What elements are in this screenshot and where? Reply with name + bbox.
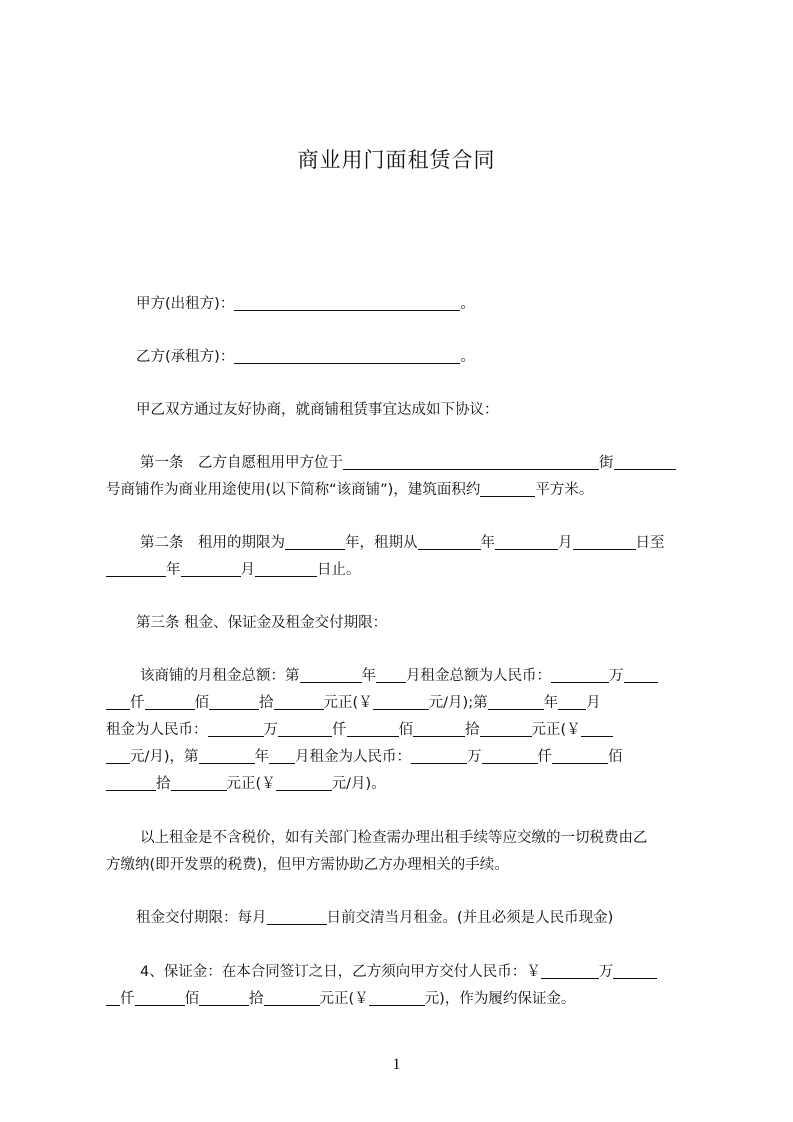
rent-text: 万 [609,668,624,684]
rent-text: 仟 [332,722,347,738]
deposit-line-2 [106,987,706,1008]
blank [106,561,166,577]
rent-text: 万 [263,722,278,738]
rent-line-5 [106,772,706,793]
party-a-blank [234,295,460,311]
blank [376,667,406,683]
rent-text: 拾 [156,776,171,792]
rent-text: 租金为人民币： [106,722,208,738]
intro-paragraph: 甲乙双方通过友好协商，就商铺租赁事宜达成如下协议： [136,402,499,418]
deposit-text: 元)，作为履约保证金。 [424,991,576,1007]
rent-text: 年 [543,695,559,711]
blank [278,721,332,737]
blank [413,721,465,737]
blank [614,454,676,470]
blank [276,775,332,791]
article-1-text: 平方米。 [535,482,594,498]
blank [106,990,120,1006]
rent-text: 元/月)，第 [130,749,199,765]
blank [199,990,249,1006]
party-b-end: 。 [460,349,475,365]
party-a-line [136,292,736,313]
rent-text: 元/月);第 [428,695,488,711]
blank [181,561,241,577]
blank [551,667,609,683]
rent-text: 元正(￥ [531,722,581,738]
rent-text: 该商铺的月租金总额：第 [140,668,300,684]
article-2-text: 年 [166,562,181,578]
rent-text: 月租金总额为人民币： [406,668,551,684]
blank [106,694,130,710]
article-2-text: 月 [240,562,255,578]
blank [373,694,429,710]
blank [274,694,324,710]
blank [208,721,264,737]
deposit-text: 拾 [249,991,264,1007]
rent-text: 仟 [130,695,145,711]
blank [209,694,259,710]
party-a-end: 。 [460,296,475,312]
blank [411,748,467,764]
blank [369,990,425,1006]
rent-line-1 [140,664,740,685]
party-b-blank [234,348,460,364]
article-2-text: 月 [558,535,573,551]
rent-text: 万 [467,749,482,765]
blank [482,748,538,764]
rent-text: 年 [254,749,270,765]
payment-text: 日前交清当月租金。(并且必须是人民币现金) [326,910,614,926]
rent-text: 佰 [398,722,413,738]
blank [418,534,481,550]
rent-text: 月租金为人民币： [295,749,412,765]
blank [541,963,599,979]
blank [613,963,657,979]
party-b-label: 乙方(承租方)： [136,349,235,365]
document-title: 商业用门面租赁合同 [297,148,496,172]
article-2-text: 日止。 [317,562,361,578]
blank [135,990,185,1006]
article-2-text: 日至 [635,535,665,551]
blank [145,694,195,710]
rent-text: 拾 [259,695,274,711]
article-2-text: 年 [480,535,495,551]
article-1-text: 街 [599,455,614,471]
party-a-label: 甲方(出租方)： [136,296,235,312]
blank [495,534,558,550]
blank [106,775,156,791]
blank [624,667,658,683]
article-2-text: 第二条 租用的期限为 [140,535,285,551]
party-b-line [136,345,736,366]
rent-text: 佰 [608,749,623,765]
rent-line-4 [106,745,706,766]
blank [552,748,608,764]
payment-text: 租金交付期限：每月 [136,910,267,926]
rent-text: 元/月)。 [331,776,386,792]
blank [581,721,613,737]
page-number: 1 [392,1056,401,1073]
blank [199,748,255,764]
blank [347,721,399,737]
rent-text: 元正(￥ [226,776,276,792]
payment-line [136,906,736,927]
article-1-line-2 [106,478,706,499]
blank [343,454,599,470]
rent-text: 仟 [537,749,553,765]
rent-text: 元正(￥ [323,695,373,711]
blank [267,909,327,925]
blank [285,534,345,550]
article-1-line-1 [140,451,740,472]
blank [106,748,130,764]
deposit-text: 元正(￥ [319,991,369,1007]
deposit-line-1 [140,960,740,981]
deposit-text: 4、保证金：在本合同签订之日，乙方须向甲方交付人民币：￥ [140,964,541,980]
article-2-line-2 [106,558,706,579]
rent-text: 月 [586,695,601,711]
article-2-line-1 [140,531,740,552]
rent-line-2 [106,691,706,712]
rent-line-3 [106,718,706,739]
blank [558,694,586,710]
article-2-text: 年，租期从 [345,535,418,551]
deposit-text: 佰 [184,991,199,1007]
blank [480,481,535,497]
blank [480,721,532,737]
blank [255,561,317,577]
article-3-heading: 第三条 租金、保证金及租金交付期限： [136,615,388,631]
rent-text: 拾 [465,722,480,738]
tax-line-2: 方缴纳(即开发票的税费)，但甲方需协助乙方办理相关的手续。 [106,857,509,873]
deposit-text: 仟 [120,991,135,1007]
rent-text: 年 [361,668,376,684]
blank [300,667,362,683]
blank [269,748,295,764]
blank [264,990,320,1006]
blank [573,534,636,550]
blank [488,694,544,710]
article-1-text: 第一条 乙方自愿租用甲方位于 [140,455,343,471]
article-1-text: 号商铺作为商业用途使用(以下简称“该商铺”)，建筑面积约 [106,482,481,498]
tax-line-1: 以上租金是不含税价，如有关部门检查需办理出租手续等应交缴的一切税费由乙 [140,830,648,846]
rent-text: 佰 [194,695,209,711]
blank [171,775,227,791]
deposit-text: 万 [598,964,614,980]
